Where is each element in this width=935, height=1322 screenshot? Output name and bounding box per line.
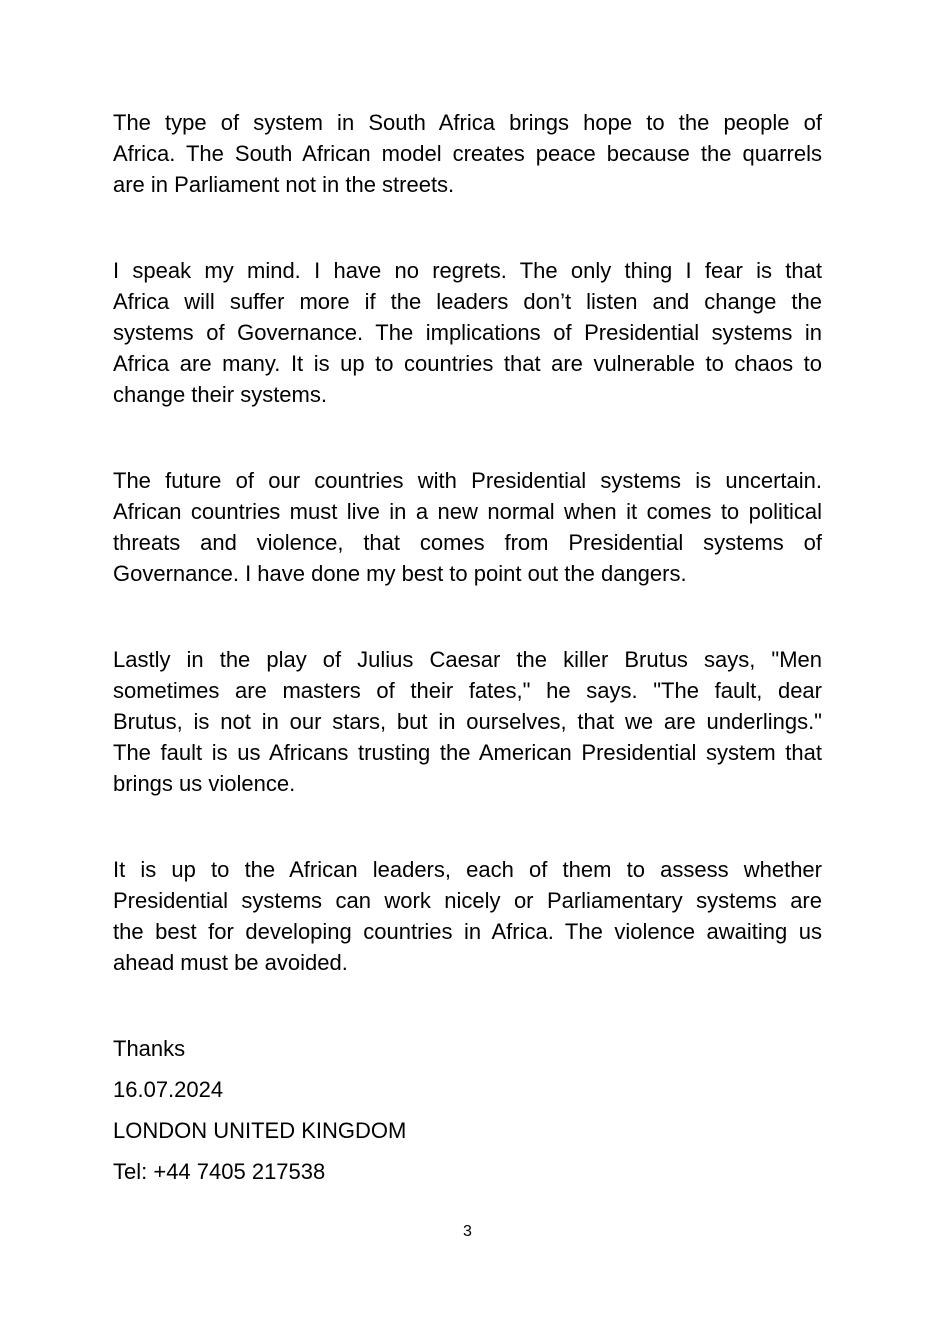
text-line: Lastly in the play of Julius Caesar the killer Brutus says, "Men bbox=[113, 647, 822, 672]
signature-line: LONDON UNITED KINGDOM bbox=[113, 1118, 407, 1143]
text-line: Governance. I have done my best to point out the dangers. bbox=[113, 561, 687, 586]
paragraph bbox=[113, 107, 822, 200]
text-line: the best for developing countries in Africa. The violence awaiting us bbox=[113, 919, 822, 944]
page-number: 3 bbox=[463, 1223, 472, 1240]
text-line: The fault is us Africans trusting the American Presidential system that bbox=[113, 740, 822, 765]
text-line: The future of our countries with Presidential systems is uncertain. bbox=[113, 468, 822, 493]
paragraph bbox=[113, 644, 822, 799]
text-line: Presidential systems can work nicely or Parliamentary systems are bbox=[113, 888, 822, 913]
text-line: Brutus, is not in our stars, but in ourselves, that we are underlings." bbox=[113, 709, 822, 734]
text-line: It is up to the African leaders, each of them to assess whether bbox=[113, 857, 822, 882]
text-line: brings us violence. bbox=[113, 771, 296, 796]
text-line: Africa are many. It is up to countries that are vulnerable to chaos to bbox=[113, 351, 822, 376]
text-line: threats and violence, that comes from Presidential systems of bbox=[113, 530, 822, 555]
signature-line: Tel: +44 7405 217538 bbox=[113, 1159, 326, 1184]
signature-line: 16.07.2024 bbox=[113, 1077, 224, 1102]
text-line: change their systems. bbox=[113, 382, 327, 407]
text-line: The type of system in South Africa brings hope to the people of bbox=[113, 110, 822, 135]
text-line: systems of Governance. The implications of Presidential systems in bbox=[113, 320, 822, 345]
paragraph bbox=[113, 465, 822, 589]
paragraph bbox=[113, 854, 822, 978]
text-line: Africa. The South African model creates peace because the quarrels bbox=[113, 141, 822, 166]
signature-line: Thanks bbox=[113, 1036, 186, 1061]
text-line: ahead must be avoided. bbox=[113, 950, 348, 975]
text-line: African countries must live in a new normal when it comes to political bbox=[113, 499, 822, 524]
text-line: Africa will suffer more if the leaders don’t listen and change the bbox=[113, 289, 822, 314]
paragraph bbox=[113, 255, 822, 410]
document-body bbox=[113, 107, 822, 1197]
text-line: sometimes are masters of their fates," he says. "The fault, dear bbox=[113, 678, 822, 703]
text-line: I speak my mind. I have no regrets. The only thing I fear is that bbox=[113, 258, 822, 283]
text-line: are in Parliament not in the streets. bbox=[113, 172, 455, 197]
